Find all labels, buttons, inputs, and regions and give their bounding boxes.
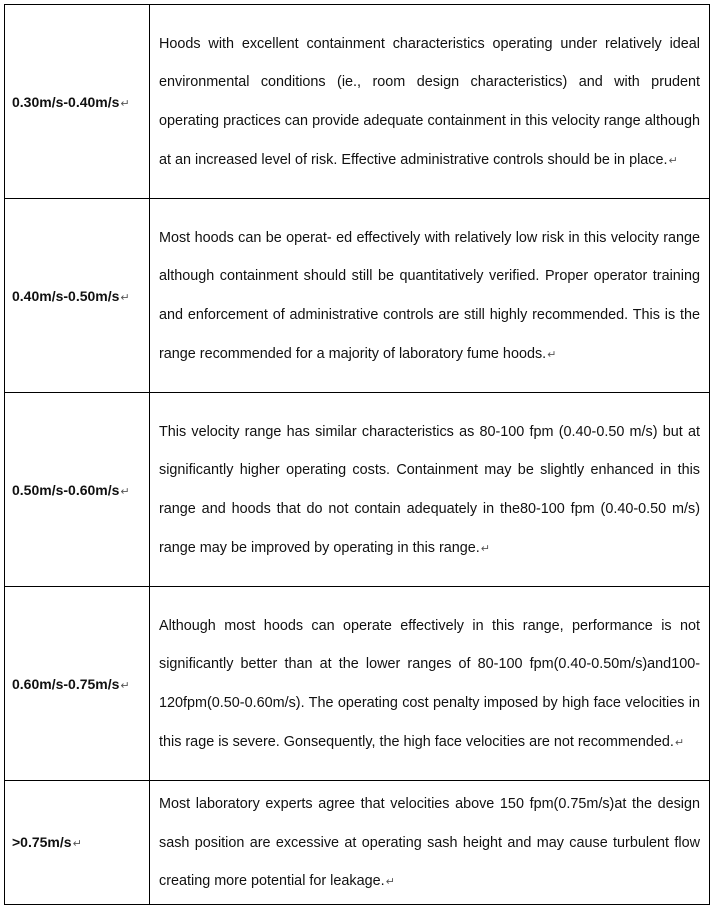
description-cell (150, 199, 710, 393)
velocity-range: 0.50m/s-0.60m/s (12, 481, 120, 498)
table-row (5, 199, 710, 393)
velocity-range-cell (5, 781, 150, 905)
description-cell (150, 393, 710, 587)
paragraph-mark-icon: ↵ (668, 154, 678, 167)
description-cell (150, 781, 710, 905)
paragraph-mark-icon: ↵ (72, 838, 82, 851)
paragraph-mark-icon: ↵ (547, 348, 557, 361)
description-text: Although most hoods can operate effectively in this range, performance is not significantly better than at the lower ranges of 80-100 fpm(0.40-0.50m/s)and100-120fpm(0.50-0.60m/s). The operating cost penalty imposed by high face velocities in this rage is severe. Gonsequently, the high face velocities are not recommended. (159, 617, 700, 750)
paragraph-mark-icon: ↵ (120, 97, 130, 110)
paragraph-mark-icon: ↵ (120, 679, 130, 692)
paragraph-mark-icon: ↵ (120, 291, 130, 304)
description-text: This velocity range has similar characteristics as 80-100 fpm (0.40-0.50 m/s) but at significantly higher operating costs. Containment may be slightly enhanced in this range and hoods that do not contain adequately in the80-100 fpm (0.40-0.50 m/s) range may be improved by operating in this range. (159, 423, 700, 556)
description-text: Hoods with excellent containment characteristics operating under relatively ideal environmental conditions (ie., room design characteristics) and with prudent operating practices can provide adequate containment in this velocity range although at an increased level of risk. Effective administrative controls should be in place. (159, 35, 700, 168)
velocity-range: 0.60m/s-0.75m/s (12, 675, 120, 692)
face-velocity-table (4, 4, 710, 905)
paragraph-mark-icon: ↵ (480, 542, 490, 555)
table-row (5, 5, 710, 199)
table-row (5, 587, 710, 781)
paragraph-mark-icon: ↵ (674, 736, 685, 749)
velocity-range: >0.75m/s (12, 834, 72, 851)
velocity-range-cell (5, 5, 150, 199)
table-row (5, 781, 710, 905)
table-row (5, 393, 710, 587)
velocity-range: 0.30m/s-0.40m/s (12, 93, 120, 110)
paragraph-mark-icon: ↵ (120, 485, 130, 498)
description-cell (150, 587, 710, 781)
velocity-range-cell (5, 199, 150, 393)
velocity-range: 0.40m/s-0.50m/s (12, 287, 120, 304)
description-cell (150, 5, 710, 199)
description-text: Most hoods can be operat- ed effectively with relatively low risk in this velocity range although containment should still be quantitatively verified. Proper operator training and enforcement of administrative controls are still highly recommended. This is the range recommended for a majority of laboratory fume hoods. (159, 229, 700, 362)
velocity-range-cell (5, 587, 150, 781)
description-text: Most laboratory experts agree that velocities above 150 fpm(0.75m/s)at the design sash position are excessive at operating sash height and may cause turbulent flow creating more potential for leakage. (159, 796, 700, 890)
velocity-range-cell (5, 393, 150, 587)
paragraph-mark-icon: ↵ (385, 876, 395, 889)
